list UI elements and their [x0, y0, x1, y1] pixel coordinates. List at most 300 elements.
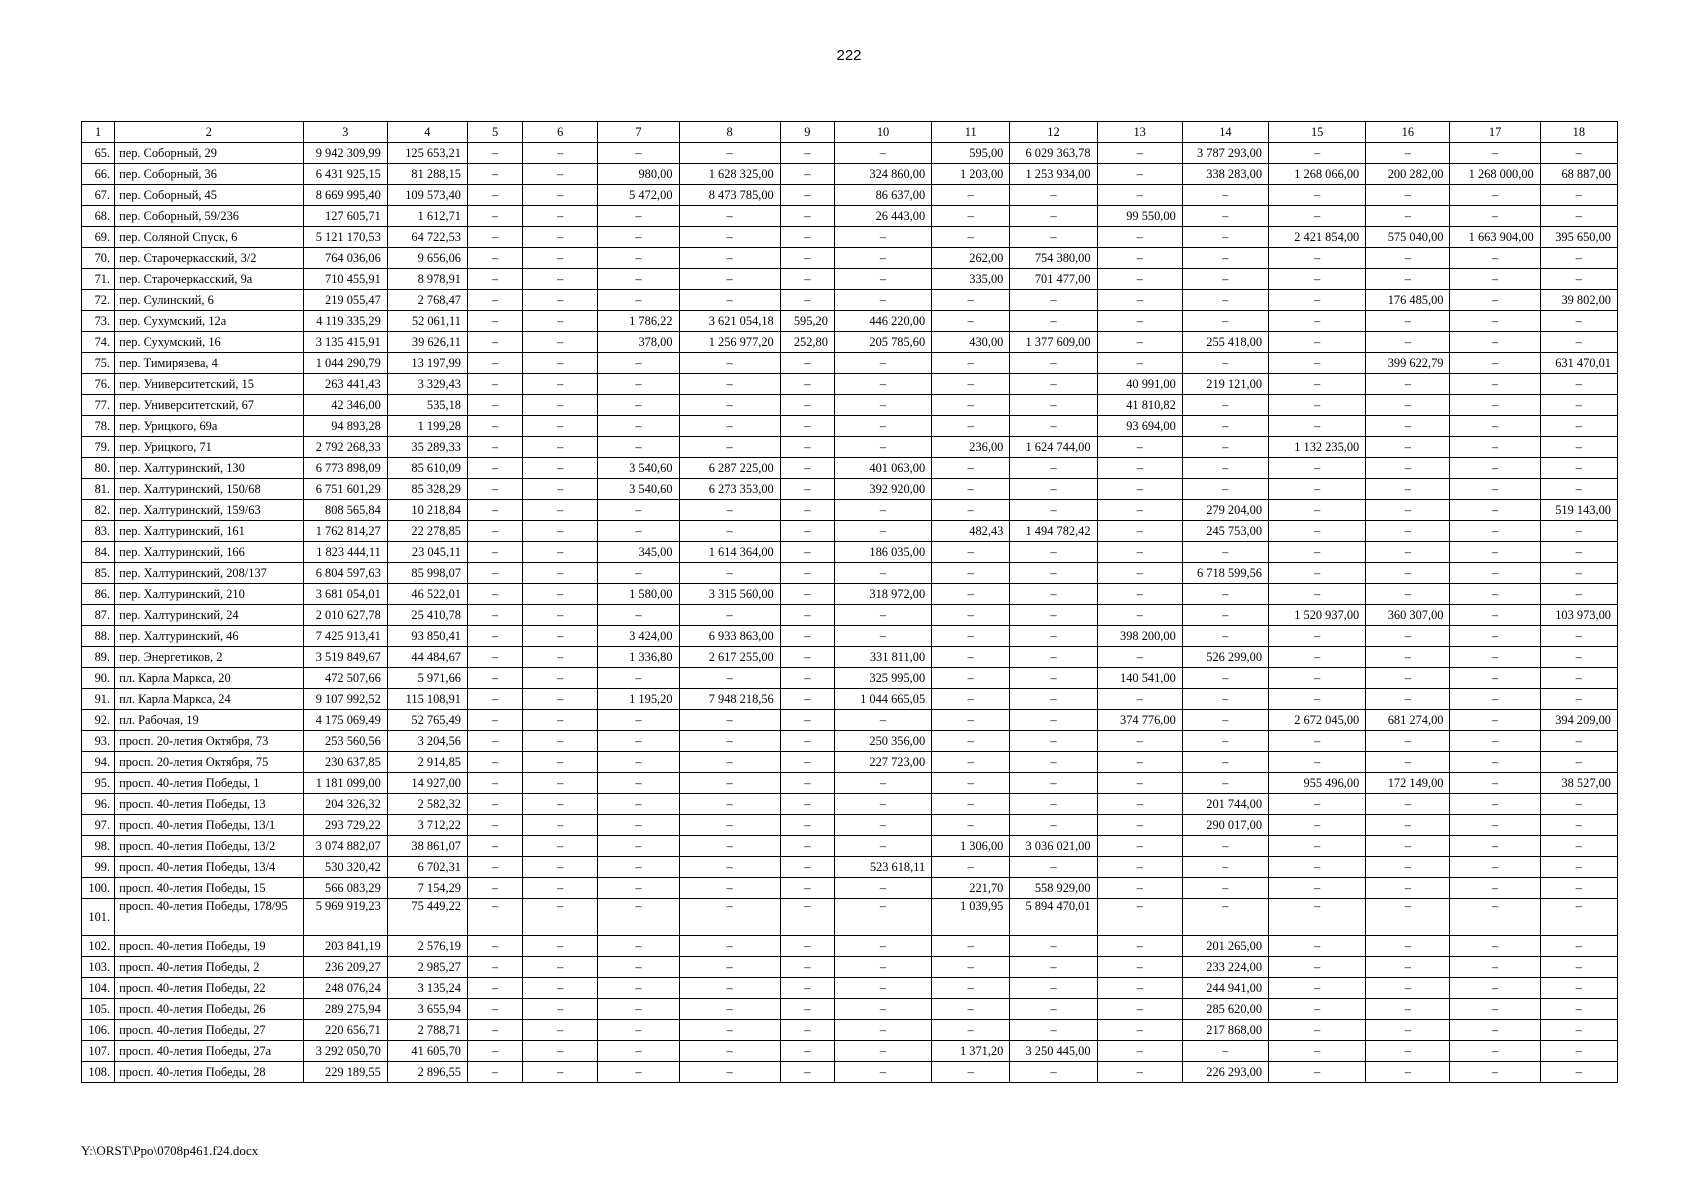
value-cell-col-17: –	[1450, 479, 1540, 500]
value-cell-col-10: –	[834, 563, 931, 584]
value-cell-col-14: –	[1182, 542, 1268, 563]
value-cell-col-12: –	[1010, 227, 1097, 248]
value-cell-col-17: –	[1450, 395, 1540, 416]
value-cell-col-3: 204 326,32	[303, 794, 387, 815]
value-cell-col-11: –	[932, 395, 1010, 416]
value-cell-col-8: 6 273 353,00	[679, 479, 780, 500]
value-cell-col-12: –	[1010, 584, 1097, 605]
value-cell-col-17: –	[1450, 542, 1540, 563]
row-number-cell: 66.	[82, 164, 115, 185]
value-cell-col-17: –	[1450, 773, 1540, 794]
value-cell-col-9: –	[780, 899, 834, 936]
value-cell-col-17: –	[1450, 605, 1540, 626]
row-number-cell: 73.	[82, 311, 115, 332]
value-cell-col-13: –	[1097, 1020, 1182, 1041]
value-cell-col-11: –	[932, 815, 1010, 836]
value-cell-col-13: –	[1097, 794, 1182, 815]
table-row	[82, 584, 1618, 605]
value-cell-col-11: 1 371,20	[932, 1041, 1010, 1062]
value-cell-col-8: 2 617 255,00	[679, 647, 780, 668]
value-cell-col-18: 39 802,00	[1540, 290, 1617, 311]
row-number-cell: 68.	[82, 206, 115, 227]
address-cell: пер. Халтуринский, 159/63	[115, 500, 303, 521]
value-cell-col-15: –	[1269, 815, 1366, 836]
row-number-cell: 75.	[82, 353, 115, 374]
value-cell-col-15: –	[1269, 878, 1366, 899]
value-cell-col-8: –	[679, 500, 780, 521]
value-cell-col-12: –	[1010, 206, 1097, 227]
value-cell-col-17: –	[1450, 458, 1540, 479]
value-cell-col-3: 472 507,66	[303, 668, 387, 689]
value-cell-col-8: –	[679, 710, 780, 731]
value-cell-col-15: –	[1269, 584, 1366, 605]
value-cell-col-4: 64 722,53	[387, 227, 467, 248]
address-cell: пер. Сухумский, 12а	[115, 311, 303, 332]
value-cell-col-10: 446 220,00	[834, 311, 931, 332]
value-cell-col-9: –	[780, 374, 834, 395]
column-number-16: 16	[1366, 122, 1450, 143]
value-cell-col-9: –	[780, 794, 834, 815]
value-cell-col-5: –	[467, 1020, 522, 1041]
value-cell-col-7: 1 786,22	[598, 311, 679, 332]
value-cell-col-13: 40 991,00	[1097, 374, 1182, 395]
value-cell-col-18: –	[1540, 416, 1617, 437]
file-path-footer: Y:\ORST\Ppo\0708p461.f24.docx	[81, 1143, 259, 1158]
value-cell-col-15: –	[1269, 374, 1366, 395]
value-cell-col-18: –	[1540, 374, 1617, 395]
value-cell-col-3: 219 055,47	[303, 290, 387, 311]
value-cell-col-10: –	[834, 521, 931, 542]
value-cell-col-14: 290 017,00	[1182, 815, 1268, 836]
value-cell-col-14: –	[1182, 248, 1268, 269]
value-cell-col-18: 68 887,00	[1540, 164, 1617, 185]
value-cell-col-12: 558 929,00	[1010, 878, 1097, 899]
value-cell-col-9: –	[780, 521, 834, 542]
value-cell-col-14: –	[1182, 353, 1268, 374]
value-cell-col-12: –	[1010, 479, 1097, 500]
value-cell-col-8: 8 473 785,00	[679, 185, 780, 206]
table-row	[82, 542, 1618, 563]
value-cell-col-13: 374 776,00	[1097, 710, 1182, 731]
value-cell-col-3: 4 119 335,29	[303, 311, 387, 332]
value-cell-col-14: –	[1182, 437, 1268, 458]
value-cell-col-6: –	[523, 248, 598, 269]
value-cell-col-4: 2 914,85	[387, 752, 467, 773]
value-cell-col-10: 26 443,00	[834, 206, 931, 227]
value-cell-col-11: –	[932, 647, 1010, 668]
value-cell-col-15: –	[1269, 311, 1366, 332]
address-cell: просп. 40-летия Победы, 15	[115, 878, 303, 899]
value-cell-col-18: –	[1540, 857, 1617, 878]
value-cell-col-9: –	[780, 668, 834, 689]
value-cell-col-7: –	[598, 815, 679, 836]
value-cell-col-5: –	[467, 899, 522, 936]
value-cell-col-10: –	[834, 999, 931, 1020]
value-cell-col-7: –	[598, 773, 679, 794]
address-cell: пер. Урицкого, 71	[115, 437, 303, 458]
value-cell-col-14: 201 265,00	[1182, 936, 1268, 957]
value-cell-col-15: –	[1269, 978, 1366, 999]
value-cell-col-6: –	[523, 353, 598, 374]
value-cell-col-3: 8 669 995,40	[303, 185, 387, 206]
value-cell-col-7: 3 540,60	[598, 458, 679, 479]
value-cell-col-11: –	[932, 185, 1010, 206]
row-number-cell: 95.	[82, 773, 115, 794]
value-cell-col-5: –	[467, 936, 522, 957]
value-cell-col-4: 5 971,66	[387, 668, 467, 689]
row-number-cell: 105.	[82, 999, 115, 1020]
value-cell-col-5: –	[467, 836, 522, 857]
value-cell-col-12: –	[1010, 605, 1097, 626]
address-cell: пер. Старочеркасский, 9а	[115, 269, 303, 290]
value-cell-col-15: –	[1269, 542, 1366, 563]
value-cell-col-11: –	[932, 206, 1010, 227]
table-row	[82, 605, 1618, 626]
value-cell-col-10: 523 618,11	[834, 857, 931, 878]
value-cell-col-17: –	[1450, 1062, 1540, 1083]
value-cell-col-15: –	[1269, 999, 1366, 1020]
value-cell-col-3: 1 044 290,79	[303, 353, 387, 374]
value-cell-col-17: –	[1450, 185, 1540, 206]
address-cell: пер. Соборный, 45	[115, 185, 303, 206]
value-cell-col-14: –	[1182, 584, 1268, 605]
value-cell-col-16: –	[1366, 206, 1450, 227]
value-cell-col-6: –	[523, 647, 598, 668]
value-cell-col-7: –	[598, 143, 679, 164]
value-cell-col-13: 99 550,00	[1097, 206, 1182, 227]
value-cell-col-14: –	[1182, 227, 1268, 248]
value-cell-col-18: –	[1540, 248, 1617, 269]
value-cell-col-7: –	[598, 227, 679, 248]
value-cell-col-3: 1 762 814,27	[303, 521, 387, 542]
table-row	[82, 1020, 1618, 1041]
table-row	[82, 710, 1618, 731]
value-cell-col-12: –	[1010, 815, 1097, 836]
row-number-cell: 102.	[82, 936, 115, 957]
value-cell-col-3: 3 292 050,70	[303, 1041, 387, 1062]
value-cell-col-12: 1 624 744,00	[1010, 437, 1097, 458]
value-cell-col-11: –	[932, 957, 1010, 978]
value-cell-col-13: –	[1097, 332, 1182, 353]
value-cell-col-7: –	[598, 395, 679, 416]
value-cell-col-12: –	[1010, 752, 1097, 773]
value-cell-col-3: 5 121 170,53	[303, 227, 387, 248]
value-cell-col-18: –	[1540, 752, 1617, 773]
value-cell-col-8: –	[679, 206, 780, 227]
value-cell-col-12: –	[1010, 668, 1097, 689]
value-cell-col-9: –	[780, 353, 834, 374]
value-cell-col-18: –	[1540, 1062, 1617, 1083]
address-cell: просп. 40-летия Победы, 2	[115, 957, 303, 978]
value-cell-col-18: –	[1540, 395, 1617, 416]
value-cell-col-6: –	[523, 290, 598, 311]
value-cell-col-10: –	[834, 500, 931, 521]
value-cell-col-13: –	[1097, 647, 1182, 668]
value-cell-col-16: –	[1366, 999, 1450, 1020]
value-cell-col-5: –	[467, 1041, 522, 1062]
value-cell-col-5: –	[467, 957, 522, 978]
value-cell-col-14: 226 293,00	[1182, 1062, 1268, 1083]
value-cell-col-16: –	[1366, 542, 1450, 563]
value-cell-col-10: –	[834, 1062, 931, 1083]
value-cell-col-13: –	[1097, 227, 1182, 248]
value-cell-col-6: –	[523, 521, 598, 542]
row-number-cell: 80.	[82, 458, 115, 479]
value-cell-col-6: –	[523, 936, 598, 957]
value-cell-col-4: 22 278,85	[387, 521, 467, 542]
value-cell-col-4: 2 576,19	[387, 936, 467, 957]
value-cell-col-9: –	[780, 584, 834, 605]
value-cell-col-7: 1 580,00	[598, 584, 679, 605]
value-cell-col-7: –	[598, 731, 679, 752]
address-cell: пер. Халтуринский, 166	[115, 542, 303, 563]
value-cell-col-18: –	[1540, 794, 1617, 815]
value-cell-col-15: –	[1269, 626, 1366, 647]
value-cell-col-8: –	[679, 668, 780, 689]
value-cell-col-9: –	[780, 1062, 834, 1083]
value-cell-col-3: 248 076,24	[303, 978, 387, 999]
value-cell-col-12: –	[1010, 794, 1097, 815]
value-cell-col-10: –	[834, 978, 931, 999]
value-cell-col-18: –	[1540, 563, 1617, 584]
value-cell-col-18: –	[1540, 836, 1617, 857]
value-cell-col-8: –	[679, 752, 780, 773]
value-cell-col-13: –	[1097, 143, 1182, 164]
value-cell-col-11: –	[932, 794, 1010, 815]
value-cell-col-9: –	[780, 878, 834, 899]
value-cell-col-11: –	[932, 626, 1010, 647]
value-cell-col-3: 289 275,94	[303, 999, 387, 1020]
table-row	[82, 1062, 1618, 1083]
value-cell-col-18: –	[1540, 311, 1617, 332]
value-cell-col-15: –	[1269, 521, 1366, 542]
row-number-cell: 100.	[82, 878, 115, 899]
value-cell-col-5: –	[467, 248, 522, 269]
value-cell-col-11: 236,00	[932, 437, 1010, 458]
value-cell-col-7: 3 540,60	[598, 479, 679, 500]
value-cell-col-17: 1 268 000,00	[1450, 164, 1540, 185]
value-cell-col-7: –	[598, 563, 679, 584]
value-cell-col-9: –	[780, 936, 834, 957]
value-cell-col-10: –	[834, 815, 931, 836]
value-cell-col-6: –	[523, 836, 598, 857]
value-cell-col-18: –	[1540, 978, 1617, 999]
value-cell-col-15: –	[1269, 836, 1366, 857]
address-cell: пер. Сухумский, 16	[115, 332, 303, 353]
value-cell-col-12: –	[1010, 353, 1097, 374]
value-cell-col-18: –	[1540, 731, 1617, 752]
value-cell-col-14: –	[1182, 836, 1268, 857]
value-cell-col-16: –	[1366, 878, 1450, 899]
value-cell-col-14: –	[1182, 416, 1268, 437]
value-cell-col-11: –	[932, 290, 1010, 311]
value-cell-col-3: 7 425 913,41	[303, 626, 387, 647]
address-cell: просп. 40-летия Победы, 178/95	[115, 899, 303, 936]
value-cell-col-3: 203 841,19	[303, 936, 387, 957]
value-cell-col-9: –	[780, 143, 834, 164]
value-cell-col-13: –	[1097, 563, 1182, 584]
value-cell-col-5: –	[467, 668, 522, 689]
value-cell-col-13: –	[1097, 773, 1182, 794]
value-cell-col-10: –	[834, 143, 931, 164]
value-cell-col-11: –	[932, 668, 1010, 689]
value-cell-col-18: –	[1540, 437, 1617, 458]
value-cell-col-8: 1 628 325,00	[679, 164, 780, 185]
value-cell-col-7: –	[598, 668, 679, 689]
value-cell-col-5: –	[467, 710, 522, 731]
value-cell-col-12: –	[1010, 500, 1097, 521]
value-cell-col-4: 1 199,28	[387, 416, 467, 437]
value-cell-col-12: –	[1010, 647, 1097, 668]
row-number-cell: 93.	[82, 731, 115, 752]
value-cell-col-11: 1 203,00	[932, 164, 1010, 185]
value-cell-col-12: –	[1010, 311, 1097, 332]
value-cell-col-17: 1 663 904,00	[1450, 227, 1540, 248]
value-cell-col-6: –	[523, 857, 598, 878]
value-cell-col-8: –	[679, 395, 780, 416]
value-cell-col-16: –	[1366, 836, 1450, 857]
value-cell-col-5: –	[467, 815, 522, 836]
value-cell-col-4: 38 861,07	[387, 836, 467, 857]
value-cell-col-4: 52 765,49	[387, 710, 467, 731]
table-row	[82, 332, 1618, 353]
value-cell-col-17: –	[1450, 957, 1540, 978]
value-cell-col-7: –	[598, 248, 679, 269]
row-number-cell: 104.	[82, 978, 115, 999]
value-cell-col-9: –	[780, 437, 834, 458]
table-row	[82, 269, 1618, 290]
value-cell-col-10: –	[834, 836, 931, 857]
table-row	[82, 794, 1618, 815]
value-cell-col-3: 566 083,29	[303, 878, 387, 899]
table-row	[82, 731, 1618, 752]
value-cell-col-18: –	[1540, 206, 1617, 227]
value-cell-col-15: –	[1269, 206, 1366, 227]
value-cell-col-5: –	[467, 269, 522, 290]
value-cell-col-16: –	[1366, 458, 1450, 479]
value-cell-col-13: –	[1097, 164, 1182, 185]
value-cell-col-11: –	[932, 500, 1010, 521]
value-cell-col-18: –	[1540, 332, 1617, 353]
value-cell-col-13: –	[1097, 542, 1182, 563]
value-cell-col-10: 318 972,00	[834, 584, 931, 605]
value-cell-col-16: –	[1366, 437, 1450, 458]
address-cell: пер. Халтуринский, 24	[115, 605, 303, 626]
value-cell-col-3: 229 189,55	[303, 1062, 387, 1083]
table-row	[82, 248, 1618, 269]
value-cell-col-9: –	[780, 290, 834, 311]
value-cell-col-11: –	[932, 542, 1010, 563]
value-cell-col-18: –	[1540, 957, 1617, 978]
value-cell-col-12: 3 250 445,00	[1010, 1041, 1097, 1062]
address-cell: пер. Халтуринский, 46	[115, 626, 303, 647]
value-cell-col-16: –	[1366, 1062, 1450, 1083]
value-cell-col-17: –	[1450, 878, 1540, 899]
value-cell-col-9: –	[780, 458, 834, 479]
row-number-cell: 84.	[82, 542, 115, 563]
value-cell-col-14: 3 787 293,00	[1182, 143, 1268, 164]
value-cell-col-6: –	[523, 899, 598, 936]
value-cell-col-16: –	[1366, 269, 1450, 290]
value-cell-col-8: –	[679, 374, 780, 395]
value-cell-col-10: 1 044 665,05	[834, 689, 931, 710]
value-cell-col-12: –	[1010, 185, 1097, 206]
value-cell-col-8: –	[679, 773, 780, 794]
value-cell-col-13: –	[1097, 311, 1182, 332]
row-number-cell: 83.	[82, 521, 115, 542]
value-cell-col-4: 3 329,43	[387, 374, 467, 395]
address-cell: пер. Сулинский, 6	[115, 290, 303, 311]
value-cell-col-8: –	[679, 563, 780, 584]
value-cell-col-16: –	[1366, 815, 1450, 836]
value-cell-col-10: –	[834, 227, 931, 248]
value-cell-col-3: 808 565,84	[303, 500, 387, 521]
value-cell-col-15: –	[1269, 290, 1366, 311]
value-cell-col-15: –	[1269, 416, 1366, 437]
value-cell-col-8: –	[679, 936, 780, 957]
value-cell-col-6: –	[523, 185, 598, 206]
value-cell-col-3: 710 455,91	[303, 269, 387, 290]
column-number-10: 10	[834, 122, 931, 143]
value-cell-col-17: –	[1450, 143, 1540, 164]
value-cell-col-7: –	[598, 878, 679, 899]
value-cell-col-13: –	[1097, 731, 1182, 752]
value-cell-col-11: –	[932, 857, 1010, 878]
column-number-8: 8	[679, 122, 780, 143]
value-cell-col-14: 201 744,00	[1182, 794, 1268, 815]
value-cell-col-18: 631 470,01	[1540, 353, 1617, 374]
value-cell-col-11: 482,43	[932, 521, 1010, 542]
value-cell-col-10: –	[834, 957, 931, 978]
value-cell-col-11: –	[932, 936, 1010, 957]
value-cell-col-13: –	[1097, 458, 1182, 479]
value-cell-col-12: –	[1010, 1062, 1097, 1083]
value-cell-col-6: –	[523, 584, 598, 605]
value-cell-col-16: –	[1366, 1020, 1450, 1041]
value-cell-col-16: 360 307,00	[1366, 605, 1450, 626]
value-cell-col-3: 6 751 601,29	[303, 479, 387, 500]
value-cell-col-4: 23 045,11	[387, 542, 467, 563]
value-cell-col-15: –	[1269, 668, 1366, 689]
value-cell-col-11: –	[932, 1020, 1010, 1041]
value-cell-col-17: –	[1450, 269, 1540, 290]
row-number-cell: 74.	[82, 332, 115, 353]
value-cell-col-16: –	[1366, 374, 1450, 395]
table-row	[82, 978, 1618, 999]
value-cell-col-12: 1 377 609,00	[1010, 332, 1097, 353]
row-number-cell: 91.	[82, 689, 115, 710]
value-cell-col-6: –	[523, 605, 598, 626]
value-cell-col-11: –	[932, 353, 1010, 374]
value-cell-col-14: 233 224,00	[1182, 957, 1268, 978]
value-cell-col-14: 255 418,00	[1182, 332, 1268, 353]
value-cell-col-3: 236 209,27	[303, 957, 387, 978]
value-cell-col-9: –	[780, 479, 834, 500]
value-cell-col-15: –	[1269, 794, 1366, 815]
value-cell-col-7: 980,00	[598, 164, 679, 185]
column-number-2: 2	[115, 122, 303, 143]
value-cell-col-5: –	[467, 689, 522, 710]
value-cell-col-6: –	[523, 479, 598, 500]
value-cell-col-12: 701 477,00	[1010, 269, 1097, 290]
value-cell-col-14: –	[1182, 899, 1268, 936]
value-cell-col-17: –	[1450, 668, 1540, 689]
value-cell-col-16: –	[1366, 857, 1450, 878]
value-cell-col-17: –	[1450, 374, 1540, 395]
value-cell-col-15: –	[1269, 500, 1366, 521]
value-cell-col-17: –	[1450, 836, 1540, 857]
value-cell-col-15: –	[1269, 269, 1366, 290]
